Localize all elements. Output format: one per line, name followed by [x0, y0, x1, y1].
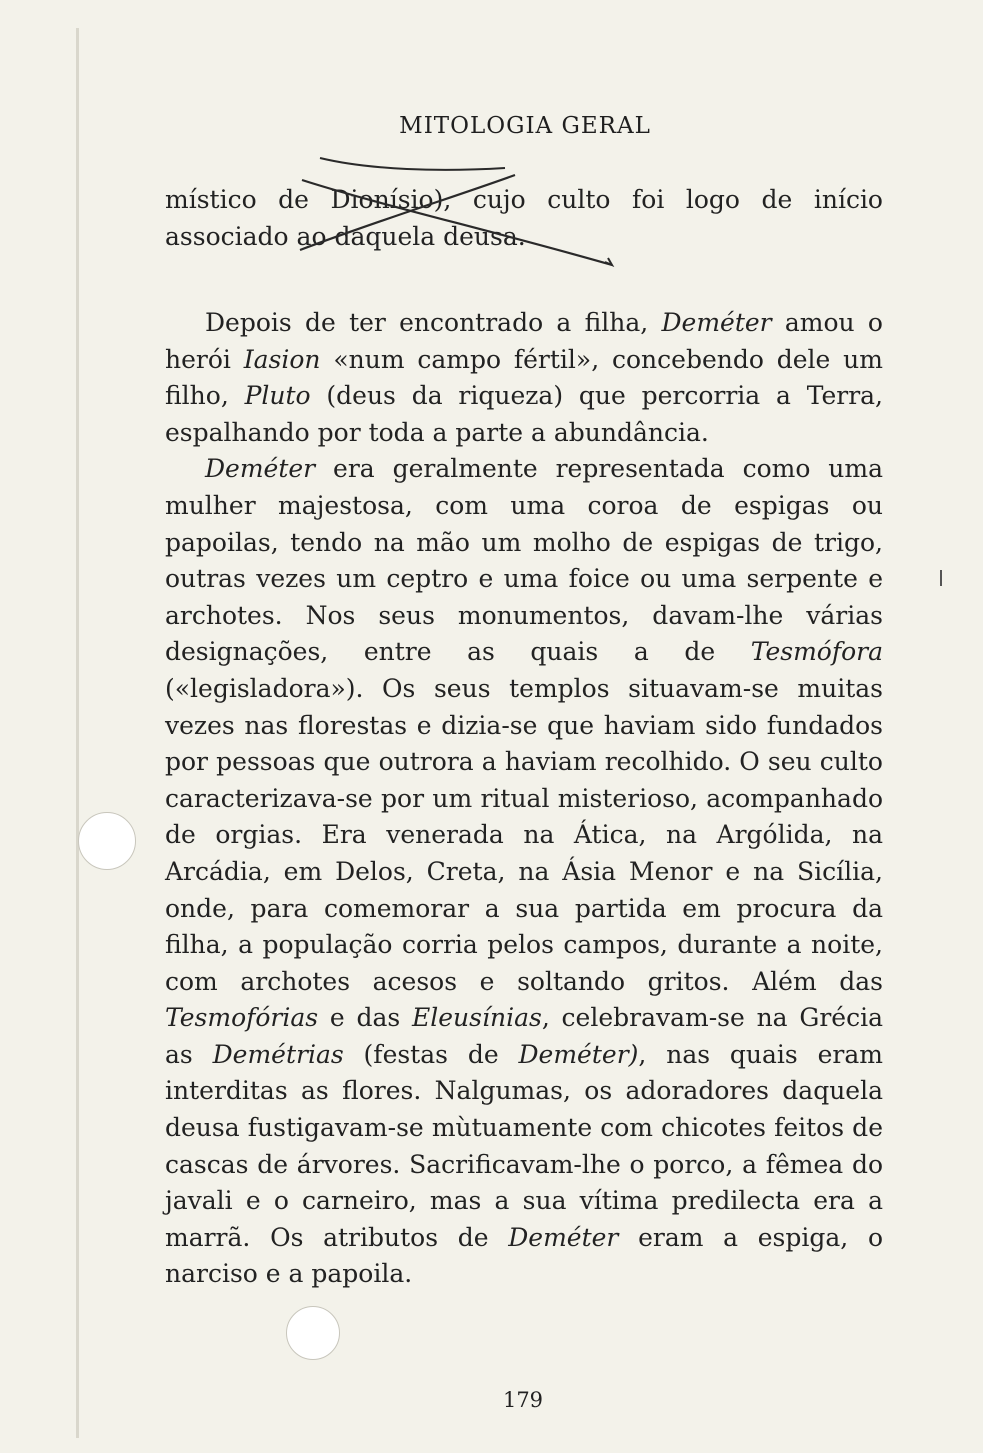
italic-name: Tesmófora	[750, 637, 883, 667]
text-run: , celebravam-se na Grécia as	[165, 1003, 883, 1069]
struck-text: deusa.	[443, 221, 526, 251]
paragraph	[165, 305, 883, 451]
punch-hole	[78, 812, 136, 870]
italic-name: Deméter)	[518, 1039, 639, 1069]
page-edge-line	[76, 28, 79, 1438]
text-run: (deus da riqueza) que percorria a Terra, espalhando por toda a parte a abundância.	[165, 381, 883, 447]
italic-name: Deméter	[205, 454, 316, 484]
italic-name: Deméter	[661, 308, 772, 337]
text-run: e das	[318, 1003, 412, 1033]
text-run: («legisladora»). Os seus templos situavam-se muitas vezes nas florestas e dizia-se que haviam sido fundados por pessoas que outrora a haviam recolhido. O seu culto caracterizava-se por um ritual misterioso, acompanhado de orgias. Era venerada na Ática, na Argólida, na Arcádia, em Delos, Creta, na Ásia Menor e na Sicília, onde, para comemorar a sua partida em procura da filha, a população corria pelos campos, durante a noite, com archotes acesos e soltando gritos. Além das	[165, 673, 883, 996]
margin-mark	[940, 570, 942, 586]
main-text	[165, 305, 883, 1293]
intro-text: místico de	[165, 185, 331, 214]
text-run: era geralmente representada como uma mulher majestosa, com uma coroa de espigas ou papoilas, tendo na mão um molho de espigas de trigo, outras vezes um ceptro e uma foice ou uma serpente e archotes. Nos seus monumentos, davam-lhe várias designações, entre as quais a de	[165, 454, 883, 667]
text-run: , nas quais eram interditas as flores. Nalgumas, os adoradores daquela deusa fustigavam-se mùtuamente com chicotes feitos de cascas de árvores. Sacrificavam-lhe o porco, a fêmea do javali e o carneiro, mas a sua vítima predilecta era a marrã. Os atributos de	[165, 1039, 883, 1252]
page-number: 179	[502, 1388, 544, 1412]
italic-name: Demétrias	[212, 1039, 344, 1069]
italic-name: Iasion	[243, 344, 321, 374]
struck-text: Dionísio)	[330, 185, 444, 214]
italic-name: Tesmofórias	[165, 1003, 319, 1033]
text-run: eram a espiga, o narciso e a papoila.	[165, 1222, 883, 1289]
intro-text: , cujo culto foi logo de início associa	[165, 185, 883, 251]
running-head: MITOLOGIA GERAL	[399, 113, 651, 139]
italic-name: Eleusínias	[412, 1003, 542, 1033]
intro-text: daquela	[326, 221, 444, 251]
text-run: (festas de	[343, 1039, 519, 1069]
italic-name: Deméter	[508, 1222, 619, 1252]
text-run: amou o herói	[165, 308, 883, 374]
text-run: «num campo fértil», concebendo dele um filho,	[165, 344, 883, 411]
text-run: Depois de ter encontrado a filha,	[205, 308, 662, 337]
italic-name: Pluto	[244, 381, 311, 411]
struck-text: do ao	[257, 221, 327, 251]
intro-paragraph	[165, 182, 883, 255]
punch-hole	[286, 1306, 340, 1360]
paragraph	[165, 451, 883, 1293]
